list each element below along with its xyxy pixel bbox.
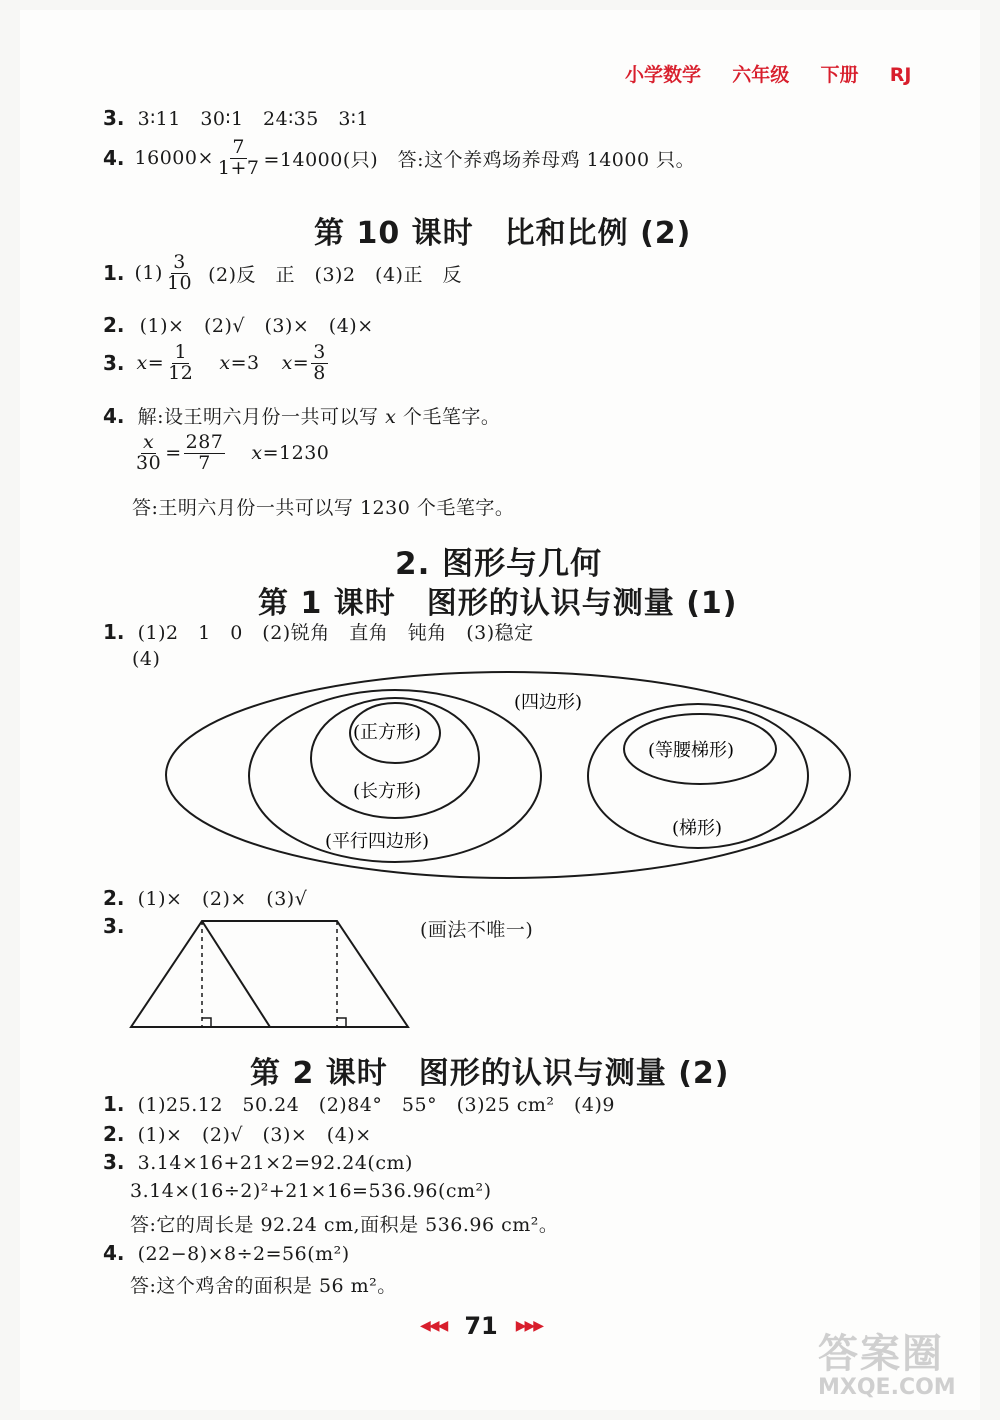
answer-text: (1)× (2)√ (3)× (4)× xyxy=(137,1124,372,1146)
variable: x xyxy=(281,352,293,375)
header-volume: 下册 xyxy=(820,64,859,86)
answer-text: (1)× (2)× (3)√ xyxy=(137,888,308,910)
numerator: 287 xyxy=(185,431,224,453)
question-number: 3. xyxy=(103,106,125,130)
label-square: (正方形) xyxy=(353,722,422,743)
watermark-text: 答案圈 xyxy=(818,1331,944,1377)
expr-part: 16000× xyxy=(134,147,214,170)
question-number: 4. xyxy=(103,146,125,171)
label-parallelogram: (平行四边形) xyxy=(325,831,430,852)
answer-part: (2)反 正 (3)2 (4)正 反 xyxy=(208,263,462,286)
denominator: 8 xyxy=(313,361,326,384)
label-quadrilateral: (四边形) xyxy=(514,692,583,713)
answer-part: (1) xyxy=(134,262,163,285)
label-rectangle: (长方形) xyxy=(353,781,422,802)
answer-part: 个毛笔字。 xyxy=(396,406,501,428)
lesson-title: 第 10 课时 比和比例 (2) xyxy=(314,216,692,251)
equals: = xyxy=(147,352,165,375)
answer-text: (1)2 1 0 (2)锐角 直角 钝角 (3)稳定 xyxy=(137,622,534,644)
l2-q3-answer: 答:它的周长是 92.24 cm,面积是 536.96 cm²。 xyxy=(130,1214,559,1236)
label-isosceles-trapezoid: (等腰梯形) xyxy=(648,740,735,761)
answer-part: 解:设王明六月份一共可以写 xyxy=(137,406,386,428)
lesson-title: 第 2 课时 图形的认识与测量 (2) xyxy=(250,1056,730,1091)
question-number: 3. xyxy=(103,351,125,376)
l2-q3-line2: 3.14×(16÷2)²+21×16=536.96(cm²) xyxy=(130,1180,492,1202)
left-arrows-icon: ◀◀◀ xyxy=(420,1318,447,1334)
denominator: 12 xyxy=(168,361,194,384)
l1-q1-sub: (4) xyxy=(132,648,161,670)
equals: = xyxy=(292,352,310,375)
l2-q3 xyxy=(103,1150,413,1174)
denominator: 7 xyxy=(198,451,211,474)
watermark-logo xyxy=(818,1322,956,1400)
section-title: 2. 图形与几何 xyxy=(395,546,603,582)
l2-q2 xyxy=(103,1120,372,1147)
numerator: 1 xyxy=(174,341,188,363)
header-subject: 小学数学 xyxy=(625,64,702,86)
right-arrows-icon: ▶▶▶ xyxy=(515,1318,543,1334)
variable: x xyxy=(219,352,231,375)
answer-text: (1)× (2)√ (3)× (4)× xyxy=(139,315,374,337)
question-number: 3. xyxy=(103,914,125,938)
question-number: 2. xyxy=(103,313,125,337)
header-grade: 六年级 xyxy=(732,64,790,86)
denominator: 30 xyxy=(136,451,162,474)
variable: x xyxy=(136,352,148,375)
answer-text: 3.14×16+21×2=92.24(cm) xyxy=(137,1152,413,1174)
numerator: 3 xyxy=(313,341,326,363)
l2-q1 xyxy=(103,1090,615,1117)
question-number: 2. xyxy=(103,886,125,910)
l2-q4 xyxy=(103,1241,350,1265)
variable: x xyxy=(385,406,397,428)
l2-q4-answer: 答:这个鸡舍的面积是 56 m²。 xyxy=(130,1275,397,1297)
watermark-domain: MXQE.COM xyxy=(818,1375,956,1400)
equals: = xyxy=(165,442,182,465)
l1-q2 xyxy=(103,884,307,911)
question-number: 1. xyxy=(103,1092,125,1116)
numerator: 7 xyxy=(232,136,245,158)
page-number: 71 xyxy=(464,1312,498,1340)
question-number: 1. xyxy=(103,620,125,644)
lesson-title: 第 1 课时 图形的认识与测量 (1) xyxy=(258,586,738,621)
l10-q4-answer: 答:王明六月份一共可以写 1230 个毛笔字。 xyxy=(132,497,515,519)
quadrilateral-ellipse xyxy=(166,672,850,878)
trapezoid-figure xyxy=(131,921,408,1027)
drawing-note: (画法不唯一) xyxy=(420,919,534,941)
answer-text: (22−8)×8÷2=56(m²) xyxy=(137,1243,350,1265)
numerator: x xyxy=(142,431,155,453)
header-edition: RJ xyxy=(889,64,912,86)
answer-part: =3 xyxy=(230,352,260,375)
denominator: 1+7 xyxy=(217,156,260,179)
answer-part: =1230 xyxy=(262,442,330,465)
answer-text: 3∶11 30∶1 24∶35 3∶1 xyxy=(137,108,369,130)
question-number: 2. xyxy=(103,1122,125,1146)
denominator: 10 xyxy=(166,271,193,294)
question-number: 4. xyxy=(103,404,125,428)
question-number: 4. xyxy=(103,1241,125,1265)
numerator: 3 xyxy=(173,251,186,273)
page-footer xyxy=(420,1312,542,1340)
question-number: 1. xyxy=(103,261,125,286)
expr-part: =14000(只) 答:这个养鸡场养母鸡 14000 只。 xyxy=(263,148,696,171)
label-trapezoid: (梯形) xyxy=(672,818,723,839)
question-number: 3. xyxy=(103,1150,125,1174)
answer-text: (1)25.12 50.24 (2)84° 55° (3)25 cm² (4)9 xyxy=(137,1094,615,1116)
variable: x xyxy=(251,442,263,465)
